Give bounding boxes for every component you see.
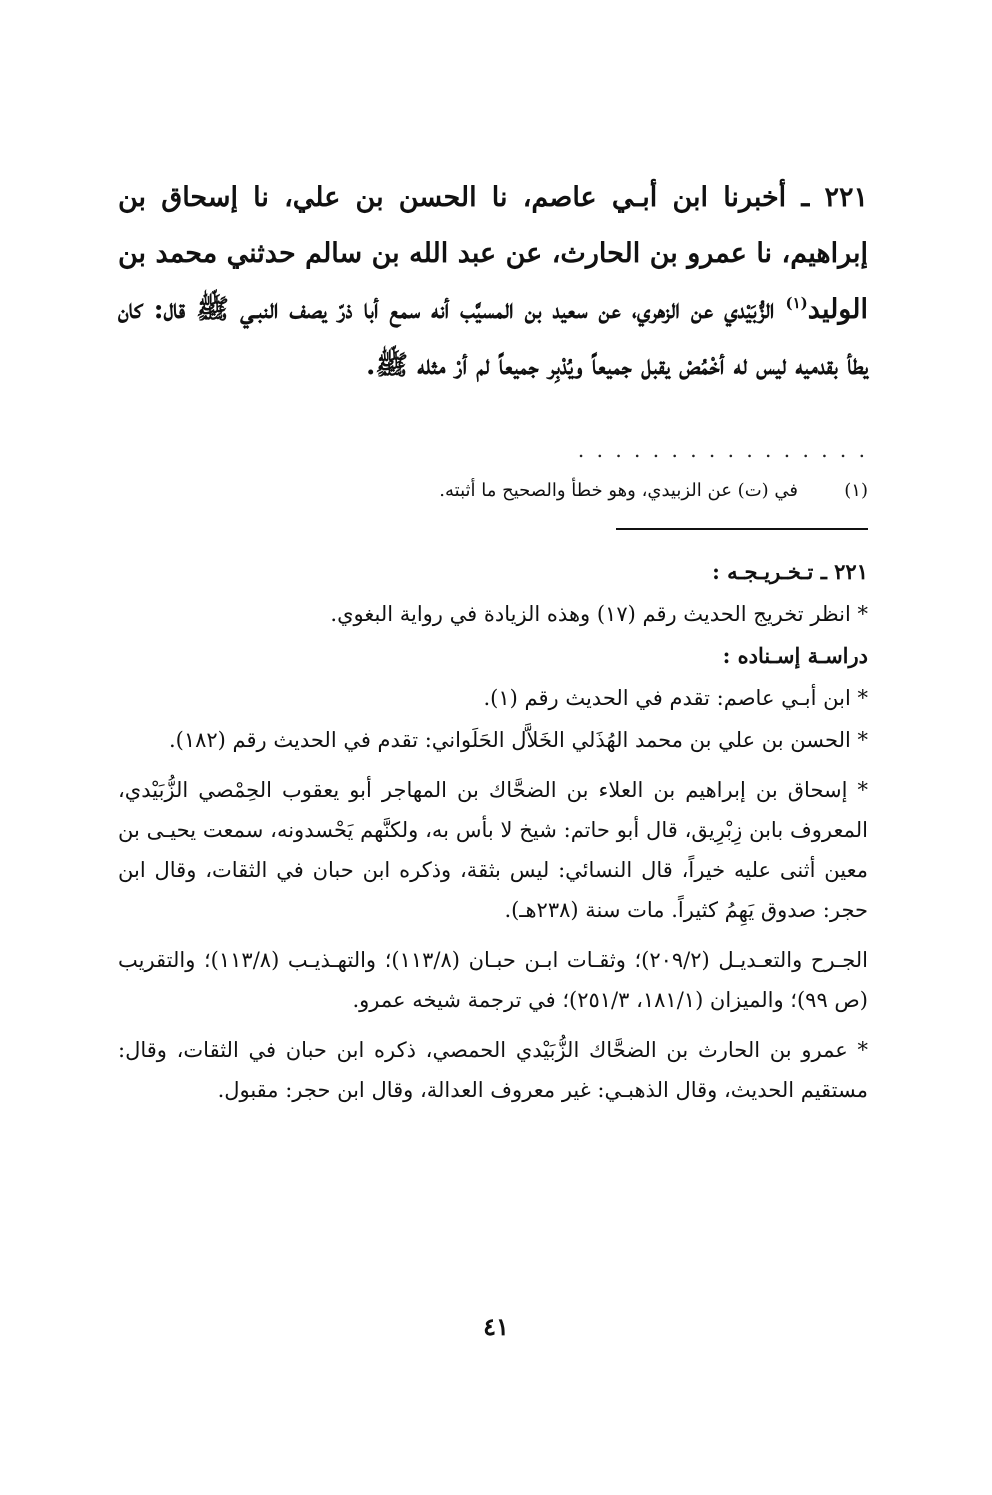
- narrator-paragraph: * الحسن بن علي بن محمد الهُذَلي الخَلاَّل الحَلَواني: تقدم في الحديث رقم (١٨٢).: [168, 728, 868, 752]
- page-number: ٤١: [483, 1312, 509, 1341]
- takhrij-heading: ٢٢١ ـ تـخـريـجـه :: [712, 559, 868, 584]
- narrator-paragraph: * إسحاق بن إبراهيم بن العلاء بن الضحَّاك بن المهاجر أبو يعقوب الحِمْصي الزُّبَيْدي، المعروف بابن زِبْرِيق، قال أبو حاتم: شيخ لا بأس به، ولكنَّهم يَحْسدونه، سمعت يحيـى بن معين أثنى عليه خيراً، قال النسائي: ليس بثقة، وذكره ابن حبان في الثقات، وقال ابن حجر: صدوق يَهِمُ كثيراً. مات سنة (٢٣٨هـ).: [118, 778, 868, 922]
- hadith-text: [118, 170, 868, 394]
- narrator-paragraph: * عمرو بن الحارث بن الضحَّاك الزُّبَيْدي الحمصي، ذكره ابن حبان في الثقات، وقال: مستقيم الحديث، وقال الذهبـي: غير معروف العدالة، وقال ابن حجر: مقبول.: [118, 1038, 868, 1102]
- narrator-paragraph: * ابن أبـي عاصم: تقدم في الحديث رقم (١).: [483, 686, 868, 710]
- separator-dots: . . . . . . . . . . . . . . . .: [577, 438, 868, 462]
- isnad-subheading: دراسـة إسـناده :: [722, 643, 868, 668]
- footnote-divider: [616, 528, 868, 530]
- footnote-number: (١): [844, 480, 868, 501]
- hadith-number: ٢٢١ ـ: [801, 182, 868, 213]
- references-paragraph: الجـرح والتعـديـل (٢٠٩/٢)؛ وثقـات ابـن حبـان (١١٣/٨)؛ والتهـذيـب (١١٣/٨)؛ والتقريب (ص ٩٩)؛ والميزان (١٨١/١، ٢٥١/٣)؛ في ترجمة شيخه عمرو.: [118, 948, 868, 1012]
- footnote-text: في (ت) عن الزبيدي، وهو خطأ والصحيح ما أثبته.: [439, 480, 798, 501]
- footnote-marker[interactable]: (١): [785, 294, 808, 312]
- footnote: [160, 476, 868, 506]
- takhrij-paragraph: * انظر تخريج الحديث رقم (١٧) وهذه الزيادة في رواية البغوي.: [330, 602, 868, 626]
- hadith-text-part1: أخبرنا ابن أبـي عاصم، نا الحسن بن علي، نا إسحاق بن إبراهيم، نا عمرو بن الحارث، عن عبد الله بن سالم حدثني محمد بن الوليد: [118, 182, 868, 325]
- hadith-text-part2: الزُّبَيْدي عن الزهري، عن سعيد بن المسيَّب أنه سمع أبا ذرّ يصف النبـي ﷺ قال: كان يطأ بقدميه ليس له أخْمُصْ يقبل جميعاً ويُدْبِر جميعاً لم أرْ مثله ﷺ.: [118, 294, 868, 381]
- takhrij-section: [118, 552, 868, 1112]
